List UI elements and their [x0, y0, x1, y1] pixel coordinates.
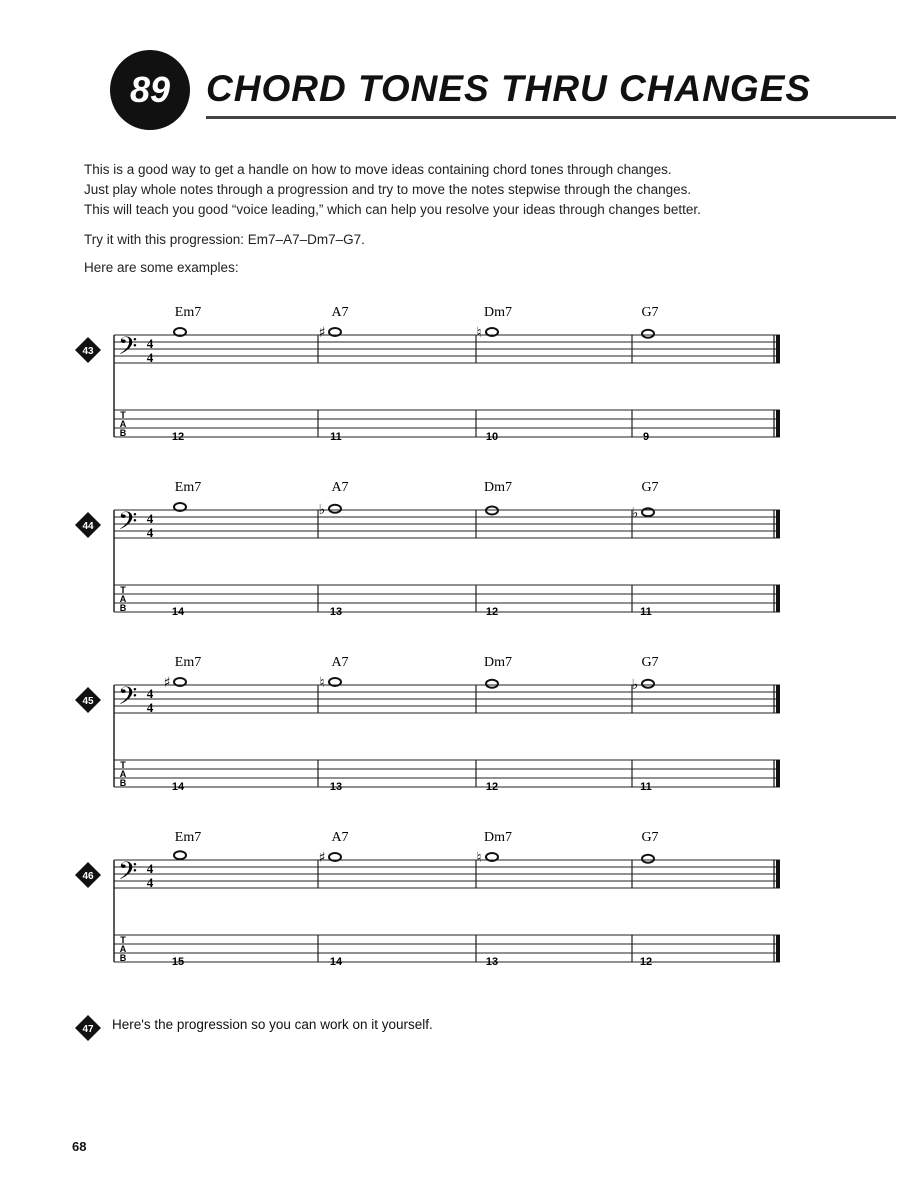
time-signature-bottom: 4	[146, 875, 154, 890]
chord-symbol: G7	[641, 655, 659, 670]
whole-note	[642, 680, 654, 688]
bass-clef: 𝄢	[118, 507, 138, 542]
time-signature-top: 4	[146, 861, 154, 876]
chord-symbol: Em7	[174, 655, 202, 670]
music-example-44	[0, 465, 900, 645]
time-signature-top: 4	[146, 511, 154, 526]
chord-symbol: Em7	[174, 830, 202, 845]
tab-label-letter: B	[119, 953, 127, 963]
footer-text: Here's the progression so you can work on it yourself.	[112, 1017, 433, 1032]
chord-symbol: Em7	[174, 480, 202, 495]
tab-label-letter: B	[119, 778, 127, 788]
tab-fret-number: 12	[485, 606, 499, 618]
examples-intro-text: Here are some examples:	[84, 260, 239, 275]
flat-accidental: ♭	[318, 501, 326, 518]
tab-fret-number: 13	[329, 781, 343, 793]
tab-fret-number: 14	[329, 956, 343, 968]
audio-track-number: 47	[82, 1024, 94, 1035]
whole-note	[174, 851, 186, 859]
tab-fret-number: 12	[171, 431, 185, 443]
time-signature-bottom: 4	[146, 525, 154, 540]
tab-label-letter: A	[119, 944, 127, 954]
tab-label-letter: T	[120, 935, 126, 945]
tab-fret-number: 11	[640, 606, 652, 618]
sharp-accidental: ♯	[163, 675, 171, 691]
natural-accidental: ♮	[476, 850, 482, 866]
section-number-badge: 89	[110, 50, 190, 130]
intro-line-1: This is a good way to get a handle on how to move ideas containing chord tones through changes.	[84, 162, 672, 177]
audio-track-number: 44	[82, 521, 94, 532]
tab-label-letter: B	[119, 428, 127, 438]
chord-symbol: G7	[641, 830, 659, 845]
tab-fret-number: 11	[640, 781, 652, 793]
audio-track-number: 45	[82, 696, 94, 707]
audio-track-number: 46	[82, 871, 94, 882]
chord-symbol: Dm7	[484, 305, 512, 320]
chord-symbol: Dm7	[484, 830, 512, 845]
tab-fret-number: 14	[171, 781, 185, 793]
whole-note	[642, 508, 654, 516]
tab-fret-number: 12	[639, 956, 653, 968]
tab-fret-number: 15	[171, 956, 185, 968]
section-header	[110, 50, 812, 130]
whole-note	[642, 330, 654, 338]
bass-clef: 𝄢	[118, 332, 138, 367]
time-signature-bottom: 4	[146, 350, 154, 365]
natural-accidental: ♮	[476, 325, 482, 341]
page-number: 68	[72, 1139, 87, 1154]
sharp-accidental: ♯	[318, 850, 326, 866]
whole-note	[329, 505, 341, 513]
section-title: CHORD TONES THRU CHANGES	[206, 68, 812, 109]
time-signature-top: 4	[146, 336, 154, 351]
title-underline	[206, 116, 896, 119]
chord-symbol: G7	[641, 480, 659, 495]
tab-label-letter: A	[119, 419, 127, 429]
music-example-43	[0, 290, 900, 470]
tab-label-letter: T	[120, 760, 126, 770]
tab-label-letter: B	[119, 603, 127, 613]
tab-fret-number: 9	[642, 431, 650, 443]
flat-accidental: ♭	[631, 505, 639, 522]
tab-label-letter: A	[119, 594, 127, 604]
intro-line-3: This will teach you good “voice leading,” which can help you resolve your ideas through changes better.	[84, 202, 701, 217]
audio-track-number: 43	[82, 346, 94, 357]
chord-symbol: Em7	[174, 305, 202, 320]
chord-symbol: A7	[331, 655, 349, 670]
tab-label-letter: T	[120, 585, 126, 595]
whole-note	[642, 855, 654, 863]
audio-track-icon[interactable]	[74, 1014, 102, 1042]
sharp-accidental: ♯	[318, 325, 326, 341]
time-signature-bottom: 4	[146, 700, 154, 715]
natural-accidental: ♮	[319, 675, 325, 691]
bass-clef: 𝄢	[118, 857, 138, 892]
chord-symbol: A7	[331, 480, 349, 495]
tab-label-letter: A	[119, 769, 127, 779]
tab-label-letter: T	[120, 410, 126, 420]
tab-fret-number: 13	[485, 956, 499, 968]
tab-fret-number: 14	[171, 606, 185, 618]
chord-symbol: Dm7	[484, 480, 512, 495]
time-signature-top: 4	[146, 686, 154, 701]
whole-note	[486, 680, 498, 688]
intro-paragraph	[84, 160, 804, 220]
intro-line-2: Just play whole notes through a progression and try to move the notes stepwise through the changes.	[84, 182, 692, 197]
tab-fret-number: 13	[329, 606, 343, 618]
chord-symbol: Dm7	[484, 655, 512, 670]
tab-fret-number: 10	[485, 431, 499, 443]
music-example-45	[0, 640, 900, 820]
progression-text: Try it with this progression: Em7–A7–Dm7–G7.	[84, 232, 365, 247]
tab-fret-number: 11	[330, 431, 342, 443]
music-example-46	[0, 815, 900, 995]
chord-symbol: G7	[641, 305, 659, 320]
tab-fret-number: 12	[485, 781, 499, 793]
chord-symbol: A7	[331, 830, 349, 845]
flat-accidental: ♭	[631, 676, 639, 693]
chord-symbol: A7	[331, 305, 349, 320]
bass-clef: 𝄢	[118, 682, 138, 717]
